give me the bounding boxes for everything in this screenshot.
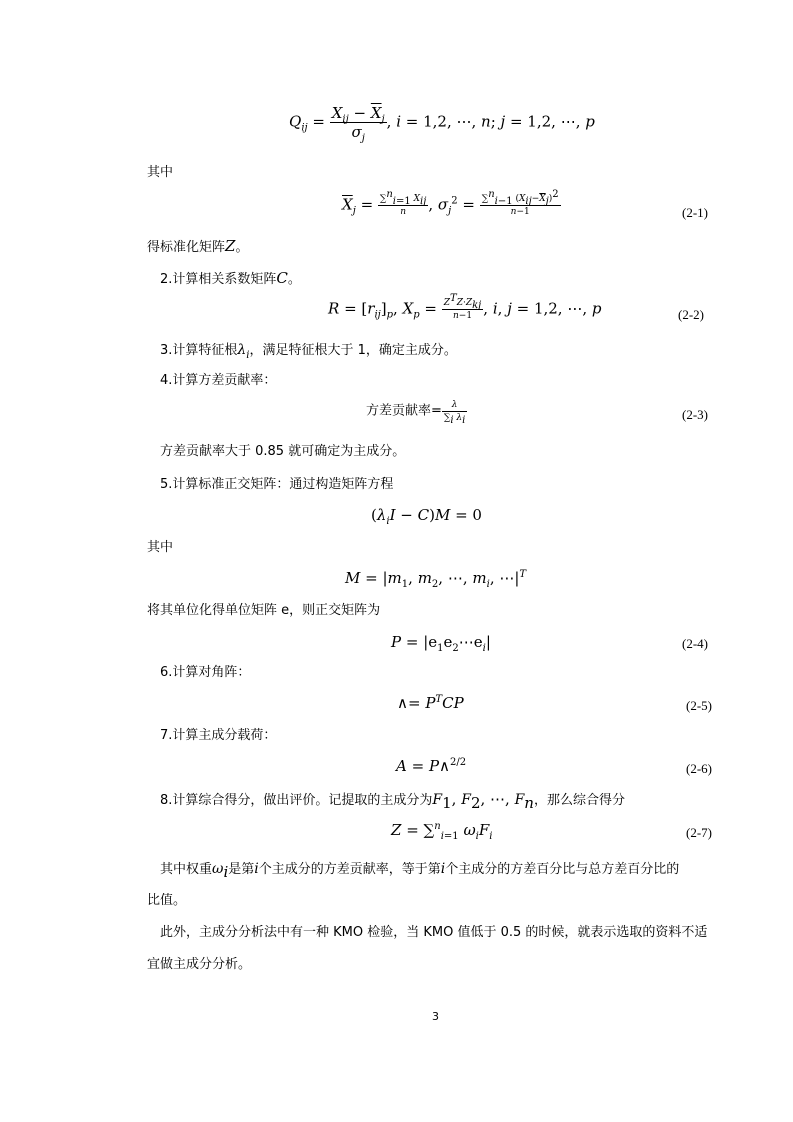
equation-number-2-5: (2-5) (686, 698, 712, 713)
formula-diagonal: ∧= $P^TCP$ (397, 694, 464, 712)
equation-number-2-4: (2-4) (682, 636, 708, 651)
page-number: 3 (432, 1010, 439, 1023)
text-step-3: 3.计算特征根$\lambda_i$，满足特征根大于 1，确定主成分。 (160, 342, 457, 361)
equation-number-2-7: (2-7) (686, 825, 712, 840)
text-weight-line1: 其中权重$\omega_i$是第i个主成分的方差贡献率，等于第i个主成分的方差百分比与总方差百分比的 (160, 861, 680, 881)
text-kmo-line1: 此外，主成分分析法中有一种 KMO 检验，当 KMO 值低于 0.5 的时候，就表示选取的资料不适 (160, 925, 708, 940)
formula-mean-variance: $\overline{X}_j$ = $\frac{\sum^n_{i=1} X_{ij}}{n}$ , $\sigma_j^2$ = $\frac{\sum^n_{i-1} (X_{ij}-\overline{X}_j)^2}{n-1}$ (342, 189, 559, 217)
text-unitize: 将其单位化得单位矩阵 e，则正交矩阵为 (147, 603, 381, 618)
equation-number-2-6: (2-6) (686, 761, 712, 776)
formula-m-vector: $M = |m_1$, $m_2$, ⋯, $m_i$, $\cdots|^T$ (345, 569, 527, 590)
text-standard-matrix: 得标准化矩阵Z。 (147, 237, 249, 255)
formula-variance-contribution: 方差贡献率= $\frac{\lambda}{\sum_i \lambda_i}$ (366, 400, 466, 426)
text-step-8: 8.计算综合得分，做出评价。记提取的主成分为$F_1$, $F_2$, ⋯, $F_n$，那么综合得分 (160, 790, 625, 812)
equation-number-2-1: (2-1) (682, 205, 708, 220)
formula-correlation: $R = [r_{ij}]_p$, $X_p$ = $\frac{Z^TZ\cdot Z_{kj}}{n-1}$ , i, j = 1,2, ⋯, p (328, 293, 602, 321)
text-qizhong-2: 其中 (147, 540, 174, 555)
text-weight-line2: 比值。 (147, 893, 187, 908)
text-step-6: 6.计算对角阵： (160, 665, 251, 680)
formula-orthogonal-matrix: $P = |e_1e_2\cdots e_i|$ (391, 633, 491, 654)
equation-number-2-2: (2-2) (678, 307, 704, 322)
text-step-4: 4.计算方差贡献率： (160, 373, 277, 388)
formula-standardize: $Q_{ij}$ = $\frac{X_{ij} - \overline{X}_j}{\sigma_j}$ , i = 1,2, ⋯, n; j = 1,2, ⋯, p (289, 104, 595, 144)
formula-matrix-equation: $(\lambda_iI - C)M = 0$ (371, 506, 482, 527)
text-qizhong-1: 其中 (147, 165, 174, 180)
text-variance-note: 方差贡献率大于 0.85 就可确定为主成分。 (160, 444, 406, 459)
text-step-7: 7.计算主成分载荷： (160, 728, 277, 743)
equation-number-2-3: (2-3) (682, 407, 708, 422)
text-kmo-line2: 宜做主成分分析。 (147, 957, 252, 972)
formula-loading: A = P∧$^{2/2}$ (396, 757, 467, 775)
text-step-5: 5.计算标准正交矩阵：通过构造矩阵方程 (160, 477, 394, 492)
text-step-2: 2.计算相关系数矩阵C。 (160, 269, 301, 287)
formula-composite-score: Z = ∑$^n_{i=1}$ $\omega_iF_i$ (391, 821, 493, 842)
